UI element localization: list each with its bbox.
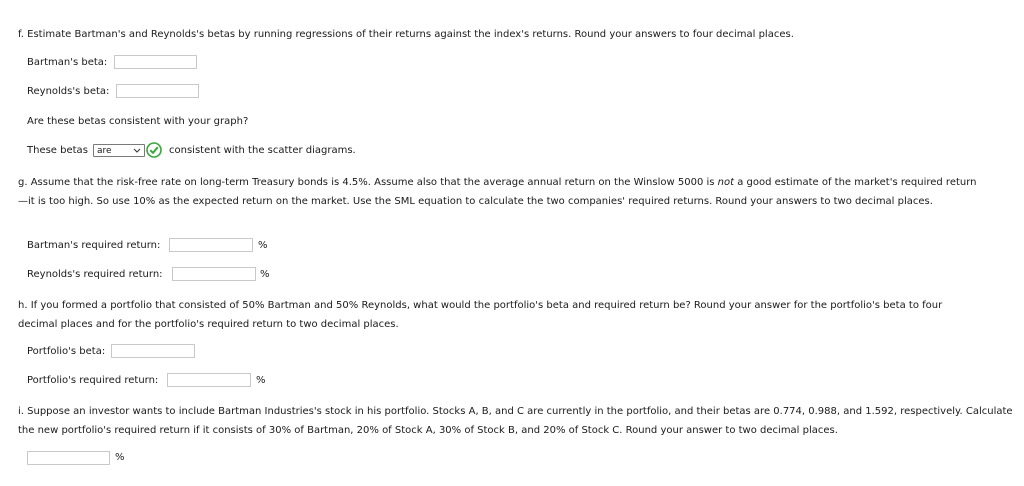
reynolds-required-return-input[interactable]	[172, 267, 256, 281]
betas-consistency-select[interactable]	[93, 144, 145, 157]
percent-unit: %	[260, 269, 270, 280]
bartman-beta-label: Bartman's beta:	[27, 57, 108, 68]
reynolds-beta-label: Reynolds's beta:	[27, 86, 110, 97]
portfolio-required-return-label: Portfolio's required return:	[27, 375, 159, 386]
reynolds-beta-input[interactable]	[116, 84, 199, 98]
part-i-question: i. Suppose an investor wants to include Bartman Industries's stock in his portfolio. Stocks A, B, and C are currently in the portfolio, and their betas are 0.774, 0.988, and 1.592, respectively. Calculate the new portfolio's required return if it consists of 30% of Bartman, 20% of Stock A, 30% of Stock B, and 20% of Stock C. Round your answer to two decimal places.	[18, 406, 1013, 436]
chevron-down-icon	[132, 145, 142, 156]
select-value: are	[97, 145, 112, 156]
reynolds-required-return-label: Reynolds's required return:	[27, 269, 163, 280]
consistency-question: Are these betas consistent with your graph?	[27, 116, 249, 127]
bartman-required-return-label: Bartman's required return:	[27, 240, 161, 251]
correct-check-icon	[146, 142, 162, 158]
part-h-question: h. If you formed a portfolio that consisted of 50% Bartman and 50% Reynolds, what would the portfolio's beta and required return be? Round your answer for the portfolio's beta to four decimal places and for the portfolio's required return to two decimal places.	[18, 300, 943, 330]
bartman-beta-input[interactable]	[114, 55, 197, 69]
part-g-question: g. Assume that the risk-free rate on long-term Treasury bonds is 4.5%. Assume also that the average annual return on the Winslow 5000 is not a good estimate of the market's required return—it is too high. So use 10% as the expected return on the market. Use the SML equation to calculate the two companies' required returns. Round your answers to two decimal places.	[18, 177, 977, 207]
portfolio-beta-input[interactable]	[111, 344, 195, 358]
emphasis-not: not	[717, 177, 735, 188]
part-f-question: f. Estimate Bartman's and Reynolds's betas by running regressions of their returns against the index's returns. Round your answers to four decimal places.	[18, 29, 794, 40]
portfolio-required-return-input[interactable]	[167, 373, 251, 387]
bartman-required-return-input[interactable]	[169, 238, 253, 252]
portfolio-beta-label: Portfolio's beta:	[27, 346, 106, 357]
these-betas-label: These betas	[27, 145, 88, 156]
percent-unit: %	[256, 375, 266, 386]
percent-unit: %	[115, 452, 125, 463]
percent-unit: %	[258, 240, 268, 251]
new-portfolio-return-input[interactable]	[27, 451, 110, 465]
consistency-sentence-end: consistent with the scatter diagrams.	[169, 145, 356, 156]
